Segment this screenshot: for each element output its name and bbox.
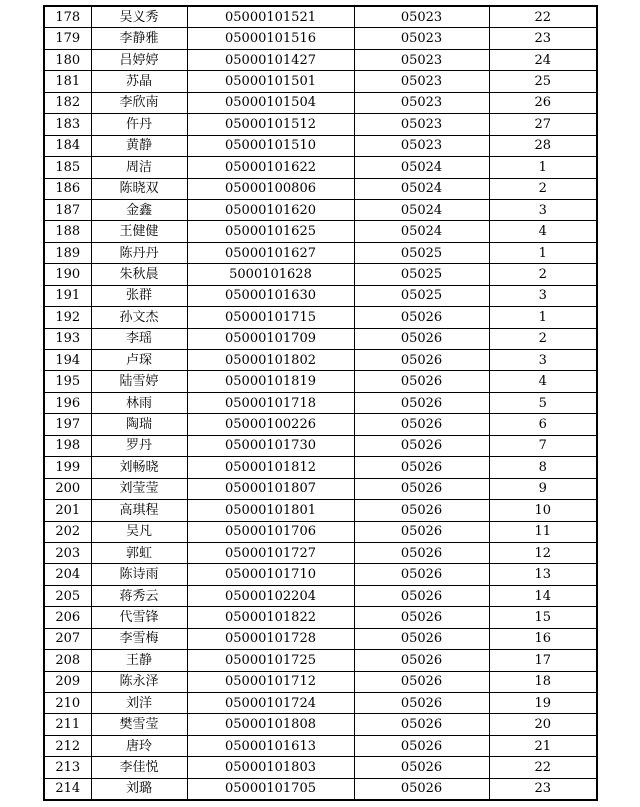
group-code-cell: 05023 [354, 49, 489, 70]
row-number-cell: 206 [44, 607, 91, 628]
row-number-cell: 194 [44, 350, 91, 371]
table-row [44, 157, 597, 178]
student-id-cell: 05000101627 [187, 242, 354, 263]
group-code-cell: 05026 [354, 671, 489, 692]
student-id-cell: 05000101803 [187, 757, 354, 778]
seat-number-cell: 19 [489, 693, 597, 714]
group-code-cell: 05026 [354, 714, 489, 735]
student-id-cell: 05000101822 [187, 607, 354, 628]
seat-number-cell: 1 [489, 307, 597, 328]
seat-number-cell: 4 [489, 221, 597, 242]
student-id-cell: 05000101521 [187, 6, 354, 28]
table-row [44, 414, 597, 435]
row-number-cell: 198 [44, 435, 91, 456]
table-row [44, 114, 597, 135]
row-number-cell: 192 [44, 307, 91, 328]
seat-number-cell: 16 [489, 628, 597, 649]
table-row [44, 6, 597, 28]
seat-number-cell: 18 [489, 671, 597, 692]
table-row [44, 371, 597, 392]
table-row [44, 628, 597, 649]
student-id-cell: 5000101628 [187, 264, 354, 285]
row-number-cell: 178 [44, 6, 91, 28]
name-cell: 代雪锋 [91, 607, 187, 628]
student-id-cell: 05000101808 [187, 714, 354, 735]
seat-number-cell: 1 [489, 157, 597, 178]
group-code-cell: 05026 [354, 564, 489, 585]
group-code-cell: 05026 [354, 521, 489, 542]
table-row [44, 693, 597, 714]
student-id-cell: 05000101706 [187, 521, 354, 542]
seat-number-cell: 20 [489, 714, 597, 735]
name-cell: 刘畅晓 [91, 457, 187, 478]
row-number-cell: 180 [44, 49, 91, 70]
seat-number-cell: 27 [489, 114, 597, 135]
seat-number-cell: 8 [489, 457, 597, 478]
seat-number-cell: 17 [489, 650, 597, 671]
seat-number-cell: 12 [489, 542, 597, 563]
table-row [44, 478, 597, 499]
student-id-cell: 05000101620 [187, 199, 354, 220]
group-code-cell: 05023 [354, 71, 489, 92]
group-code-cell: 05026 [354, 628, 489, 649]
group-code-cell: 05025 [354, 264, 489, 285]
table-row [44, 242, 597, 263]
group-code-cell: 05026 [354, 457, 489, 478]
seat-number-cell: 7 [489, 435, 597, 456]
seat-number-cell: 24 [489, 49, 597, 70]
row-number-cell: 200 [44, 478, 91, 499]
table-row [44, 778, 597, 800]
group-code-cell: 05026 [354, 778, 489, 800]
table-row [44, 285, 597, 306]
group-code-cell: 05026 [354, 735, 489, 756]
row-number-cell: 211 [44, 714, 91, 735]
row-number-cell: 199 [44, 457, 91, 478]
name-cell: 郭虹 [91, 542, 187, 563]
row-number-cell: 210 [44, 693, 91, 714]
roster-table [43, 5, 598, 801]
student-id-cell: 05000101801 [187, 500, 354, 521]
name-cell: 刘璐 [91, 778, 187, 800]
row-number-cell: 179 [44, 28, 91, 49]
row-number-cell: 195 [44, 371, 91, 392]
group-code-cell: 05025 [354, 285, 489, 306]
name-cell: 张群 [91, 285, 187, 306]
name-cell: 高琪程 [91, 500, 187, 521]
row-number-cell: 193 [44, 328, 91, 349]
name-cell: 蒋秀云 [91, 585, 187, 606]
student-id-cell: 05000101819 [187, 371, 354, 392]
name-cell: 李静雅 [91, 28, 187, 49]
name-cell: 刘莹莹 [91, 478, 187, 499]
name-cell: 孙文杰 [91, 307, 187, 328]
table-row [44, 49, 597, 70]
student-id-cell: 05000101512 [187, 114, 354, 135]
group-code-cell: 05023 [354, 135, 489, 156]
seat-number-cell: 5 [489, 392, 597, 413]
student-id-cell: 05000101728 [187, 628, 354, 649]
seat-number-cell: 6 [489, 414, 597, 435]
student-id-cell: 05000101705 [187, 778, 354, 800]
table-row [44, 435, 597, 456]
row-number-cell: 182 [44, 92, 91, 113]
group-code-cell: 05026 [354, 307, 489, 328]
seat-number-cell: 2 [489, 264, 597, 285]
student-id-cell: 05000101715 [187, 307, 354, 328]
row-number-cell: 201 [44, 500, 91, 521]
student-id-cell: 05000101718 [187, 392, 354, 413]
row-number-cell: 184 [44, 135, 91, 156]
student-id-cell: 05000101725 [187, 650, 354, 671]
row-number-cell: 188 [44, 221, 91, 242]
row-number-cell: 213 [44, 757, 91, 778]
name-cell: 王健健 [91, 221, 187, 242]
row-number-cell: 183 [44, 114, 91, 135]
row-number-cell: 185 [44, 157, 91, 178]
row-number-cell: 212 [44, 735, 91, 756]
group-code-cell: 05026 [354, 650, 489, 671]
student-id-cell: 05000101630 [187, 285, 354, 306]
group-code-cell: 05026 [354, 500, 489, 521]
student-id-cell: 05000101613 [187, 735, 354, 756]
group-code-cell: 05024 [354, 157, 489, 178]
table-row [44, 199, 597, 220]
seat-number-cell: 15 [489, 607, 597, 628]
student-id-cell: 05000101712 [187, 671, 354, 692]
seat-number-cell: 10 [489, 500, 597, 521]
name-cell: 李瑶 [91, 328, 187, 349]
name-cell: 苏晶 [91, 71, 187, 92]
table-row [44, 307, 597, 328]
student-id-cell: 05000101504 [187, 92, 354, 113]
student-id-cell: 05000101802 [187, 350, 354, 371]
student-id-cell: 05000101501 [187, 71, 354, 92]
group-code-cell: 05023 [354, 92, 489, 113]
seat-number-cell: 13 [489, 564, 597, 585]
table-row [44, 542, 597, 563]
name-cell: 吕婷婷 [91, 49, 187, 70]
seat-number-cell: 23 [489, 28, 597, 49]
table-row [44, 350, 597, 371]
name-cell: 陈晓双 [91, 178, 187, 199]
row-number-cell: 186 [44, 178, 91, 199]
student-id-cell: 05000101812 [187, 457, 354, 478]
name-cell: 朱秋晨 [91, 264, 187, 285]
group-code-cell: 05024 [354, 199, 489, 220]
name-cell: 樊雪莹 [91, 714, 187, 735]
name-cell: 陆雪婷 [91, 371, 187, 392]
row-number-cell: 187 [44, 199, 91, 220]
group-code-cell: 05023 [354, 28, 489, 49]
table-row [44, 264, 597, 285]
name-cell: 林雨 [91, 392, 187, 413]
table-row [44, 392, 597, 413]
name-cell: 黄静 [91, 135, 187, 156]
name-cell: 罗丹 [91, 435, 187, 456]
student-id-cell: 05000101807 [187, 478, 354, 499]
seat-number-cell: 3 [489, 199, 597, 220]
group-code-cell: 05026 [354, 542, 489, 563]
seat-number-cell: 9 [489, 478, 597, 499]
table-row [44, 757, 597, 778]
table-row [44, 714, 597, 735]
seat-number-cell: 22 [489, 6, 597, 28]
group-code-cell: 05026 [354, 693, 489, 714]
group-code-cell: 05026 [354, 392, 489, 413]
table-row [44, 328, 597, 349]
row-number-cell: 203 [44, 542, 91, 563]
group-code-cell: 05026 [354, 350, 489, 371]
row-number-cell: 196 [44, 392, 91, 413]
name-cell: 王静 [91, 650, 187, 671]
group-code-cell: 05024 [354, 178, 489, 199]
seat-number-cell: 25 [489, 71, 597, 92]
group-code-cell: 05026 [354, 585, 489, 606]
row-number-cell: 205 [44, 585, 91, 606]
student-id-cell: 05000101516 [187, 28, 354, 49]
group-code-cell: 05026 [354, 328, 489, 349]
student-id-cell: 05000102204 [187, 585, 354, 606]
table-row [44, 221, 597, 242]
group-code-cell: 05026 [354, 414, 489, 435]
row-number-cell: 214 [44, 778, 91, 800]
name-cell: 唐玲 [91, 735, 187, 756]
table-row [44, 585, 597, 606]
name-cell: 陈丹丹 [91, 242, 187, 263]
student-id-cell: 05000101709 [187, 328, 354, 349]
name-cell: 金鑫 [91, 199, 187, 220]
table-row [44, 92, 597, 113]
group-code-cell: 05023 [354, 6, 489, 28]
group-code-cell: 05026 [354, 371, 489, 392]
group-code-cell: 05023 [354, 114, 489, 135]
table-row [44, 28, 597, 49]
seat-number-cell: 1 [489, 242, 597, 263]
name-cell: 吴义秀 [91, 6, 187, 28]
seat-number-cell: 11 [489, 521, 597, 542]
table-row [44, 135, 597, 156]
seat-number-cell: 23 [489, 778, 597, 800]
table-row [44, 457, 597, 478]
seat-number-cell: 2 [489, 178, 597, 199]
seat-number-cell: 22 [489, 757, 597, 778]
table-row [44, 671, 597, 692]
name-cell: 刘洋 [91, 693, 187, 714]
seat-number-cell: 28 [489, 135, 597, 156]
row-number-cell: 204 [44, 564, 91, 585]
row-number-cell: 209 [44, 671, 91, 692]
student-id-cell: 05000101510 [187, 135, 354, 156]
group-code-cell: 05026 [354, 478, 489, 499]
seat-number-cell: 21 [489, 735, 597, 756]
seat-number-cell: 3 [489, 350, 597, 371]
group-code-cell: 05024 [354, 221, 489, 242]
table-row [44, 735, 597, 756]
name-cell: 李欣南 [91, 92, 187, 113]
seat-number-cell: 4 [489, 371, 597, 392]
name-cell: 李佳悦 [91, 757, 187, 778]
student-id-cell: 05000101727 [187, 542, 354, 563]
row-number-cell: 208 [44, 650, 91, 671]
student-id-cell: 05000101622 [187, 157, 354, 178]
name-cell: 周洁 [91, 157, 187, 178]
table-row [44, 564, 597, 585]
row-number-cell: 191 [44, 285, 91, 306]
name-cell: 仵丹 [91, 114, 187, 135]
table-row [44, 650, 597, 671]
group-code-cell: 05026 [354, 435, 489, 456]
group-code-cell: 05025 [354, 242, 489, 263]
student-id-cell: 05000101625 [187, 221, 354, 242]
student-id-cell: 05000100806 [187, 178, 354, 199]
group-code-cell: 05026 [354, 757, 489, 778]
name-cell: 陶瑞 [91, 414, 187, 435]
row-number-cell: 197 [44, 414, 91, 435]
name-cell: 陈永泽 [91, 671, 187, 692]
student-id-cell: 05000100226 [187, 414, 354, 435]
group-code-cell: 05026 [354, 607, 489, 628]
table-row [44, 178, 597, 199]
row-number-cell: 202 [44, 521, 91, 542]
table-row [44, 521, 597, 542]
row-number-cell: 181 [44, 71, 91, 92]
row-number-cell: 207 [44, 628, 91, 649]
name-cell: 陈诗雨 [91, 564, 187, 585]
table-row [44, 607, 597, 628]
student-id-cell: 05000101427 [187, 49, 354, 70]
name-cell: 吴凡 [91, 521, 187, 542]
seat-number-cell: 14 [489, 585, 597, 606]
seat-number-cell: 3 [489, 285, 597, 306]
seat-number-cell: 26 [489, 92, 597, 113]
name-cell: 李雪梅 [91, 628, 187, 649]
student-id-cell: 05000101710 [187, 564, 354, 585]
student-id-cell: 05000101730 [187, 435, 354, 456]
table-row [44, 500, 597, 521]
student-id-cell: 05000101724 [187, 693, 354, 714]
name-cell: 卢琛 [91, 350, 187, 371]
seat-number-cell: 2 [489, 328, 597, 349]
roster-table-body [44, 6, 597, 800]
table-row [44, 71, 597, 92]
row-number-cell: 190 [44, 264, 91, 285]
row-number-cell: 189 [44, 242, 91, 263]
